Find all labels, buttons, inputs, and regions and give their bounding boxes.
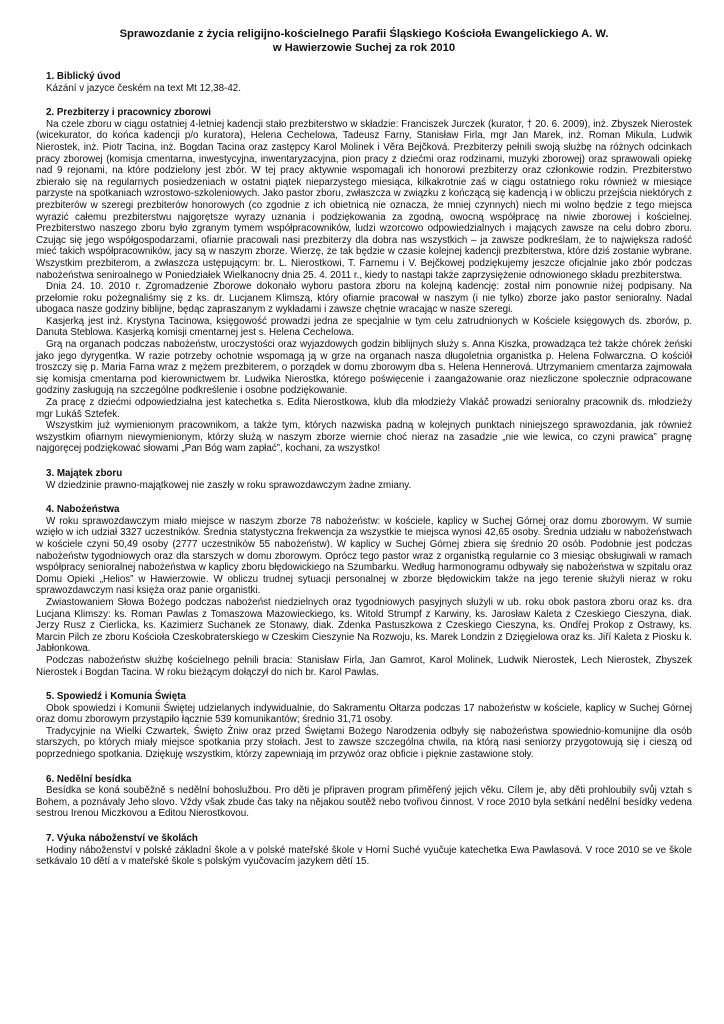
section-heading: 6. Nedělní besídka (46, 773, 132, 785)
document-title (36, 28, 692, 55)
title-line-1: Sprawozdanie z życia religijno-kościelnego Parafii Śląskiego Kościoła Ewangelickiego A. W. (119, 28, 609, 40)
section-sunday-school (36, 774, 692, 820)
section-religious-education (36, 833, 692, 868)
paragraph: Kázání v jazyce českém na text Mt 12,38-42. (46, 82, 241, 94)
section-heading: 3. Majątek zboru (46, 468, 123, 479)
section-heading: 1. Biblický úvod (46, 71, 121, 82)
paragraph: Wszystkim już wymienionym pracownikom, a także tym, których nazwiska padną w kolejnych punktach niniejszego sprawozdania, jak również wszystkim ofiarnym niewymienionym, którzy służą w naszym zborze wiernie choć nieraz na zasadzie „nie wie lewica, co czyni prawica” pragnę najgoręcej podziękować słowami „Pan Bóg wam zapłać”, kochani, za wszystko! (36, 420, 692, 455)
paragraph: Hodiny náboženství v polské základní škole a v polské mateřské škole v Horní Suché vyučuje katechetka Ewa Pawlasová. V roce 2010 se ve škole setkávalo 10 dětí a v mateřské škole s polským vyučovacím jazykem dětí 15. (36, 844, 692, 868)
section-property (36, 468, 692, 491)
paragraph: Za pracę z dziećmi odpowiedzialna jest katechetka s. Edita Nierostkowa, klub dla młodzieży Vlakáč prowadzi senioralny pracownik ds. młodzieży mgr Lukáš Sztefek. (36, 397, 692, 420)
section-presbyters (36, 107, 692, 455)
paragraph: Zwiastowaniem Słowa Bożego podczas nabożeńst niedzielnych oraz tygodniowych pasyjnych służyli w ub. roku obok pastora zboru oraz ks. dra Lucjana Klimszy: ks. Roman Pawlas z Tomaszowa Mazowieckiego, ks. Witold Strumpf z Karwiny, ks. Jarosław Kaleta z Czeskiego Cieszyna, diak. Jerzy Rusz z Cierlicka, ks. Kazimierz Suchanek ze Stonawy, diak. Zdenka Pastuszkowa z Czeskiego Cieszyna, ks. Ondřej Prokop z Ostrawy, ks. Marcin Pilch ze zboru Kościoła Czeskobraterskiego w Czeskim Cieszynie Na Rozwoju, ks. Marek Londzin z Dzięgielowa oraz ks. Jiří Kaleta z Piosku k. Jabłonkowa. (36, 596, 692, 655)
paragraph: Dnia 24. 10. 2010 r. Zgromadzenie Zborowe dokonało wyboru pastora zboru na kolejną kadencję: został nim ponownie niżej podpisany. Na przełomie roku pożegnaliśmy się z ks. dr. Lucjanem Klimszą, który ofiarnie pracował w naszym (i nie tylko) zborze jako pastor senioralny. Nadal ubogaca nasze godziny biblijne, będąc zapraszanym z wykładami i zawsze chętnie wracając w nasze szeregi. (36, 281, 692, 316)
paragraph: Grą na organach podczas nabożeństw, uroczystości oraz wyjazdowych godzin biblijnych służy s. Anna Kiszka, prowadząca też także chórek żeński jako jego dyrygentka. W razie potrzeby ochotnie wspomagą ją w grze na organach nasza długoletnia organistka p. Helena Folwarczna. O kościół troszczy się p. Maria Farna wraz z mężem prezbiterem, o porządek w domu zborowym dba s. Helena Hennerová. Utrzymaniem cmentarza zajmowała się komisja cmentarna pod kierownictwem br. Ludwika Nierostka, którego poświęcenie i zaangażowanie oraz niezliczone społecznie odpracowane godziny zasługują na szczególne podkreślenie i osobne podziękowanie. (36, 339, 692, 397)
paragraph: Kasjerką jest inż. Krystyna Tacinowa, księgowość prowadzi jedna ze specjalnie w tym celu zatrudnionych w Kościele księgowych ds. zborów, p. Danuta Steblowa. Kasjerką komisji cmentarnej jest s. Helena Cechelowa. (36, 315, 692, 339)
section-heading: 5. Spowiedź i Komunia Święta (46, 691, 186, 703)
paragraph: Podczas nabożeństw służbę kościelnego pełnili bracia: Stanisław Firla, Jan Gamrot, Karol Molinek, Ludwik Nierostek, Lech Nierostek, Zbyszek Nierostek i Bogdan Tacina. W roku bieżącym dołączył do nich br. Karol Pawlas. (36, 654, 692, 678)
section-biblical-intro (36, 71, 692, 94)
paragraph: Tradycyjnie na Wielki Czwartek, Święto Żniw oraz przed Świętami Bożego Narodzenia odbyły się nabożeństwa spowiednio-komunijne dla osób starszych, po których miały miejsce spotkania przy stołach. Jest to zawsze szczególna chwila, na którą nasi seniorzy przygotowują się i cieszą od poprzedniego spotkania. Dziękuję wszystkim, którzy zapewniają im przywóz oraz obficie i pięknie zastawione stoły. (36, 725, 692, 761)
section-confession-communion (36, 691, 692, 761)
paragraph: W roku sprawozdawczym miało miejsce w naszym zborze 78 nabożeństw: w kościele, kaplicy w Suchej Górnej oraz domu zborowym. W sumie wzięło w ich udział 3327 uczestników. Średnia statystyczna frekwencja za wszystkie te miejsca wynosi 42,65 osoby. Średnia udziału w nabożeństwach w kościele czyni 50,49 osoby (2777 uczestników 55 nabożeństw). W kaplicy w Suchej Górnej zbiera się średnio 20 osób. Podobnie jest podczas nabożeństw tygodniowych oraz dla starszych w domu zborowym. Oprócz tego pastor wraz z organistką regularnie co 3 miesiąc obsługiwali w ramach współpracy senioralnej nabożeństwa w kaplicy zboru błędowickiego na Szumbarku. Według harmonogramu odbywały się nabożeństwa w szpitalu oraz Domu Opieki „Helios” w Hawierzowie. W obliczu trudnej sytuacji personalnej w zborze błędowickim także na jego terenie służyli nieraz w roku sprawozdawczym nasi księża oraz panie organistki. (36, 515, 692, 597)
section-heading: 7. Výuka náboženství ve školách (46, 833, 198, 845)
paragraph: Besídka se koná souběžně s nedělní bohoslužbou. Pro děti je připraven program přiměřený jejich věku. Cílem je, aby děti prohloubily svůj vztah s Bohem, a poznávaly Jeho slovo. Vždy však zbude čas taky na nějakou soutěž nebo tvořivou činnost. V roce 2010 byla setkání nedělní besídky vedena sestrou Irenou Miczkovou a Editou Nierostkovou. (36, 785, 692, 820)
paragraph: W dziedzinie prawno-majątkowej nie zaszły w roku sprawozdawczym żadne zmiany. (46, 479, 412, 491)
title-line-2: w Hawierzowie Suchej za rok 2010 (272, 41, 456, 54)
section-heading: 2. Prezbiterzy i pracownicy zborowi (46, 107, 211, 119)
section-heading: 4. Nabożeństwa (46, 504, 120, 516)
section-services (36, 504, 692, 678)
paragraph: Na czele zboru w ciągu ostatniej 4-letniej kadencji stało prezbiterstwo w składzie: Franciszek Jurczek (kurator, † 20. 6. 2009), inż. Zbyszek Nierostek (wicekurator, do końca kadencji p/o kuratora), Helena Cechelowa, Tadeusz Farny, Stanisław Firla, mgr Jan Marek, inż. Roman Mikula, Ludwik Nierostek, inż. Piotr Tacina, inż. Bogdan Tacina oraz zastępcy Karol Molinek i Věra Bejčková. Prezbiterzy pełnili swoją służbę na różnych odcinkach pracy zborowej (komisja cmentarna, inwestycyjna, inwentaryzacyjna, pion pracy z dziećmi oraz rodzinami, muzyki zborowej) oraz sprawowali opiekę nad 9 rejonami, na które podzielony jest zbór. W tej pracy aktywnie wspomagali ich honorowi prezbiterzy oraz członkowie rodzin. Prezbiterstwo zbierało się na regularnych posiedzeniach w ostatni piątek nieparzystego miesiąca, kilkakrotnie zaś w ciągu ostatniego roku również w miesiące parzyste na spotkaniach wzrostowo-szkoleniowych. Jako pastor zboru, zwłaszcza w związku z kończącą się kadencją i w obliczu przejścia niektórych z prezbiterów w szeregi prezbiterów honorowych (co zgodnie z ich obietnicą nie oznacza, że mniej czynnych) niech mi wolno będzie z tego miejsca wyrazić całemu prezbiterstwu najgorętsze wyrazy uznania i podziękowania za zgodną, owocną współpracę na niwie zborowej i kościelnej. Prezbiterstwo naszego zboru było zgranym tymem współpracowników, ludzi wzorcowo odpowiedzialnych i mających zawsze na celu dobro zboru. Czując się jego współgospodarzami, ofiarnie pracowali nasi prezbiterzy dla dobra nas wszystkich – ja zawsze podkreślam, że to największa radość mieć takich współpracowników, jacy są w naszym zborze. Wierzę, że tak będzie w czasie kolejnej kadencji prezbiterstwa, które dziś zostanie wybrane. Wszystkim prezbiterom, a zwłaszcza ustępującym: br. L. Nierostkowi, T. Farnemu i V. Bejčkowej podziękujemy jeszcze oficjalnie jako zbór podczas nabożeństwa seniroalnego w Poniedziałek Wielkanocny dnia 25. 4. 2011 r., kiedy to nastąpi także zaprzysiężenie odnowionego składu prezbiterstwa. (36, 118, 692, 281)
paragraph: Obok spowiedzi i Komunii Świętej udzielanych indywidualnie, do Sakramentu Ołtarza podczas 17 nabożeństw w kościele, kaplicy w Suchej Górnej oraz domu zborowym przystąpiło łącznie 539 komunikantów; średnio 31,71 osoby. (36, 702, 692, 726)
